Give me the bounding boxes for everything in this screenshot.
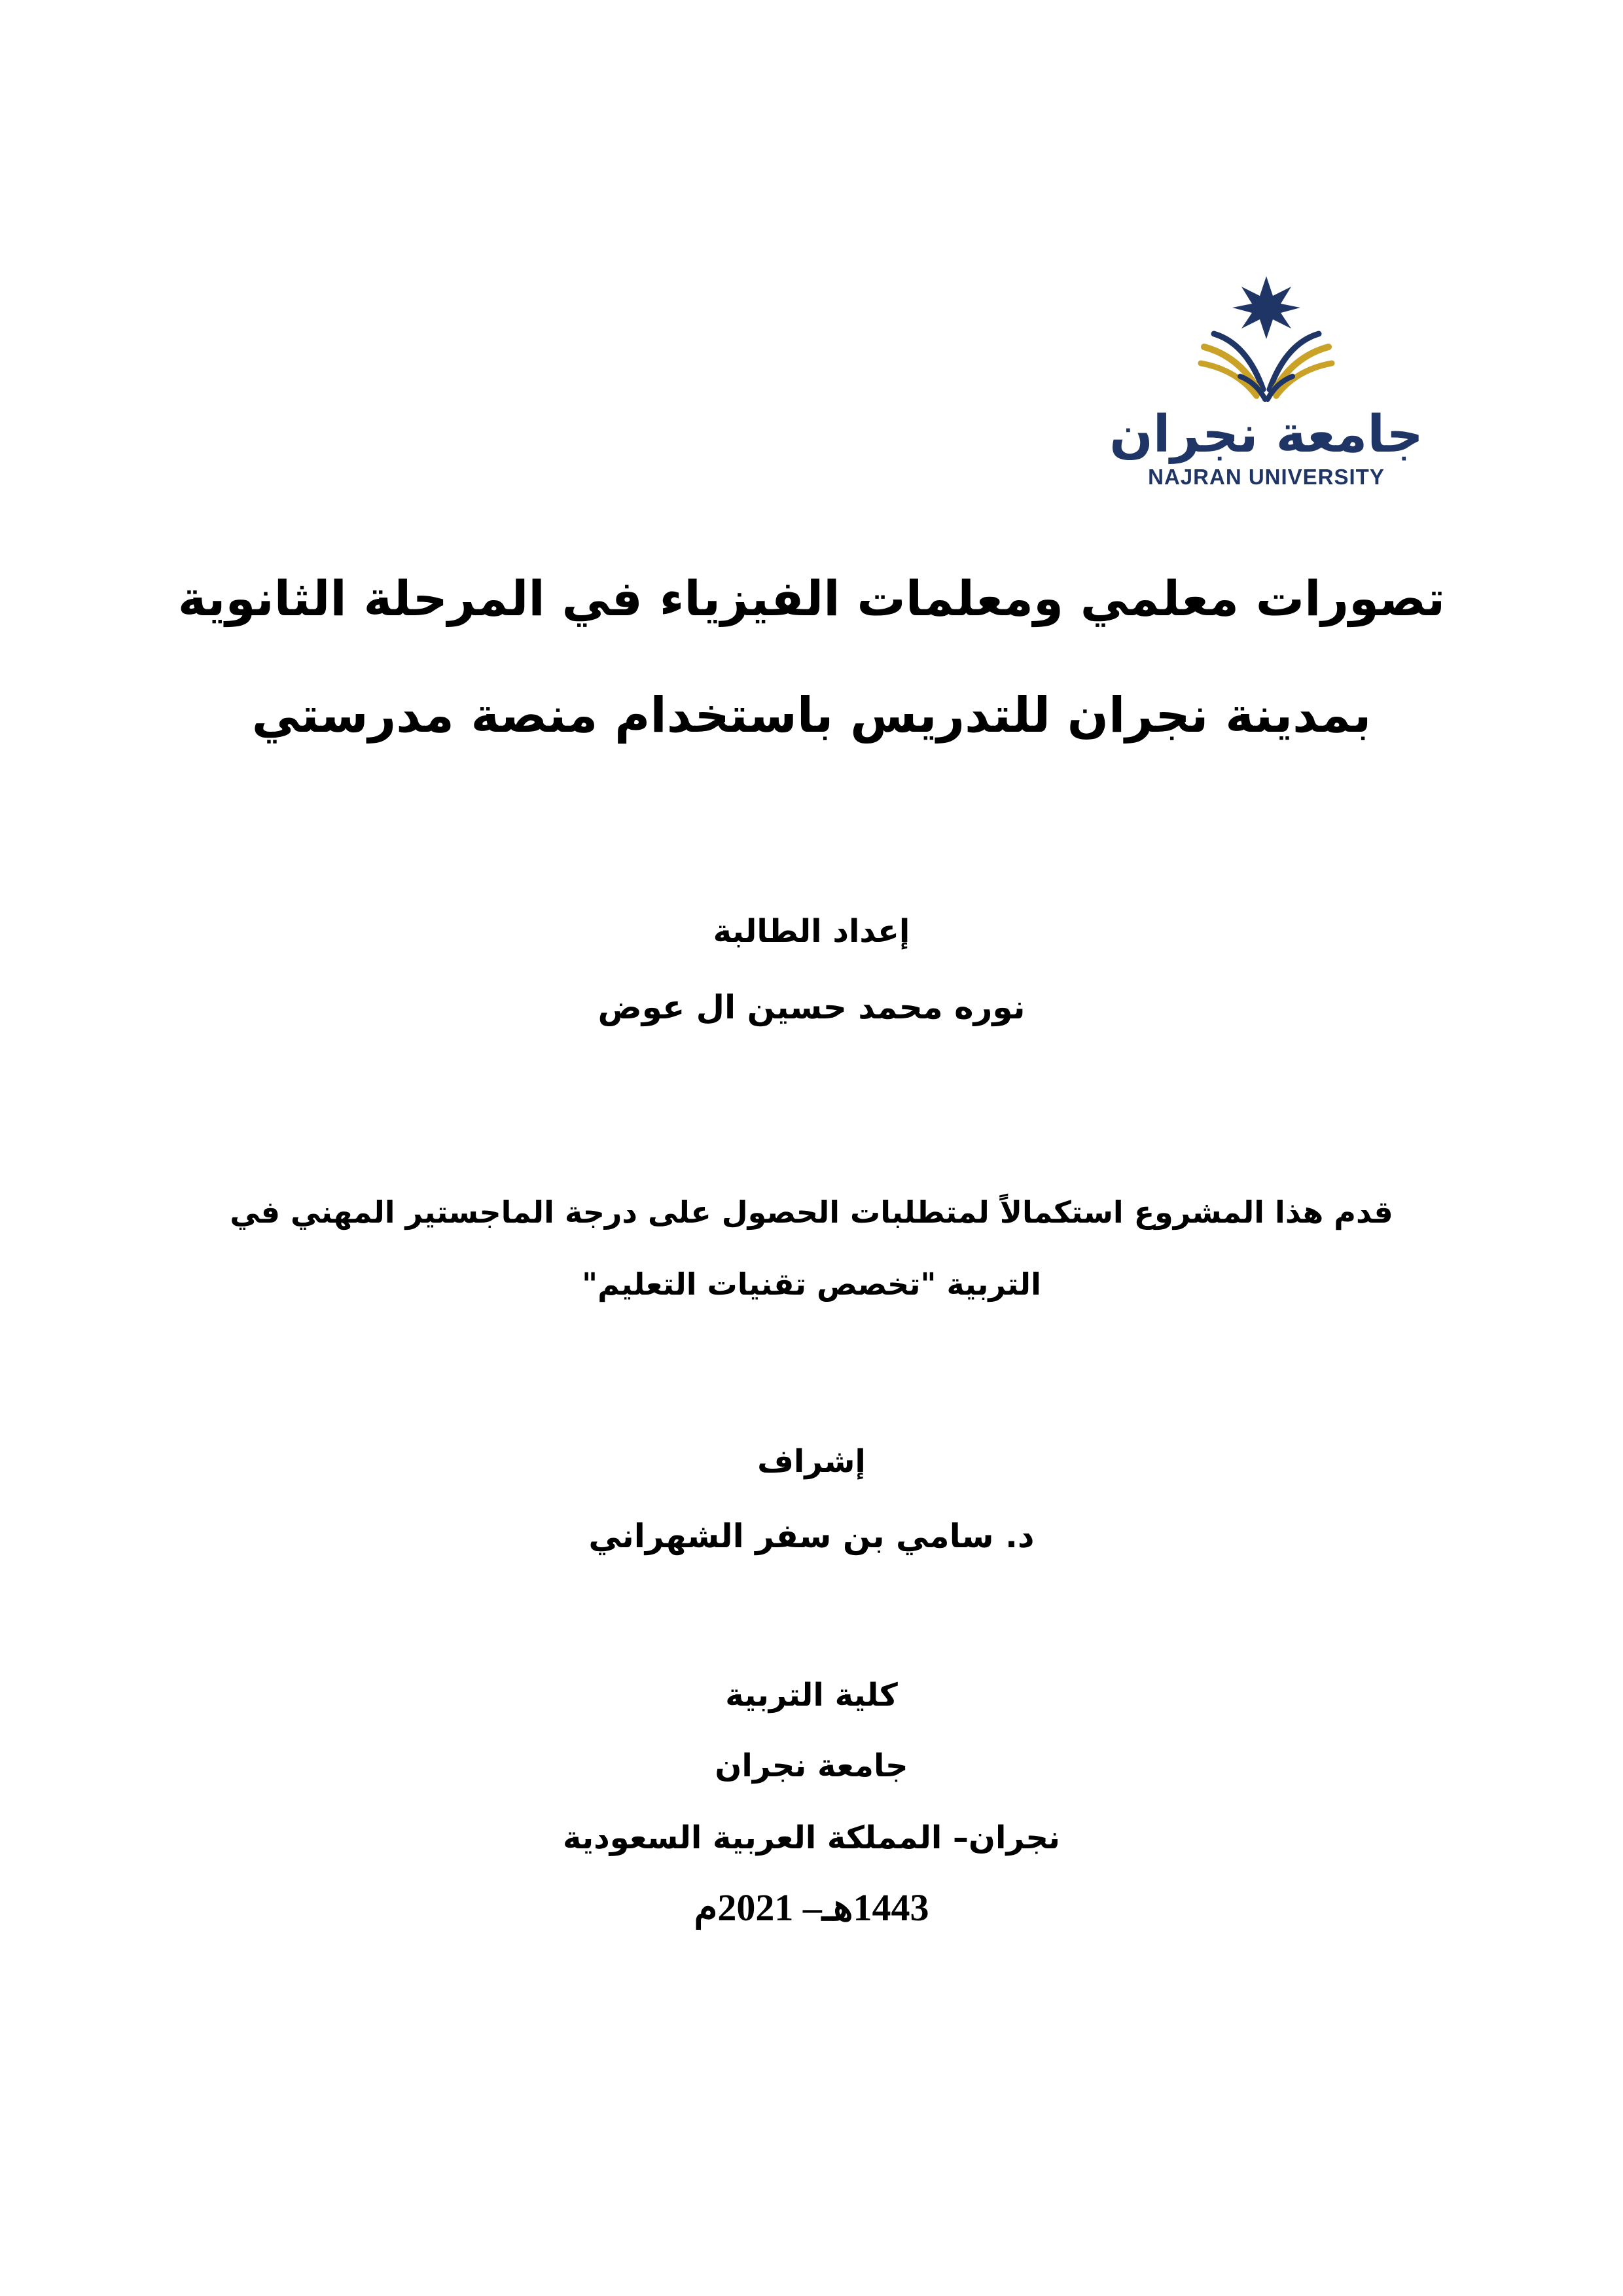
star-icon — [1232, 276, 1300, 339]
purpose-statement-line-2: التربية "تخصص تقنيات التعليم" — [582, 1266, 1041, 1302]
purpose-statement-line-1: قدم هذا المشروع استكمالاً لمتطلبات الحصول على درجة الماجستير المهني في — [230, 1194, 1393, 1230]
university-name: جامعة نجران — [715, 1748, 908, 1784]
college-name: كلية التربية — [725, 1677, 898, 1713]
laurel-emblem — [1201, 334, 1332, 399]
supervisor-name: د. سامي بن سفر الشهراني — [588, 1517, 1035, 1555]
logo-english-wordmark: NAJRAN UNIVERSITY — [1148, 465, 1385, 489]
location: نجران– المملكة العربية السعودية — [563, 1820, 1060, 1856]
najran-university-emblem — [1109, 268, 1423, 491]
thesis-title-line-1: تصورات معلمي ومعلمات الفيزياء في المرحلة الثانوية — [177, 571, 1446, 627]
date: 1443هـ– 2021م — [694, 1886, 929, 1929]
logo-arabic-wordmark: جامعة نجران — [1109, 405, 1423, 464]
thesis-title-line-2: بمدينة نجران للتدريس باستخدام منصة مدرستي — [251, 687, 1372, 744]
supervision-heading: إشراف — [757, 1443, 866, 1480]
student-heading: إعداد الطالبة — [713, 913, 910, 950]
student-name: نوره محمد حسين ال عوض — [597, 988, 1026, 1026]
university-logo — [1109, 268, 1423, 491]
